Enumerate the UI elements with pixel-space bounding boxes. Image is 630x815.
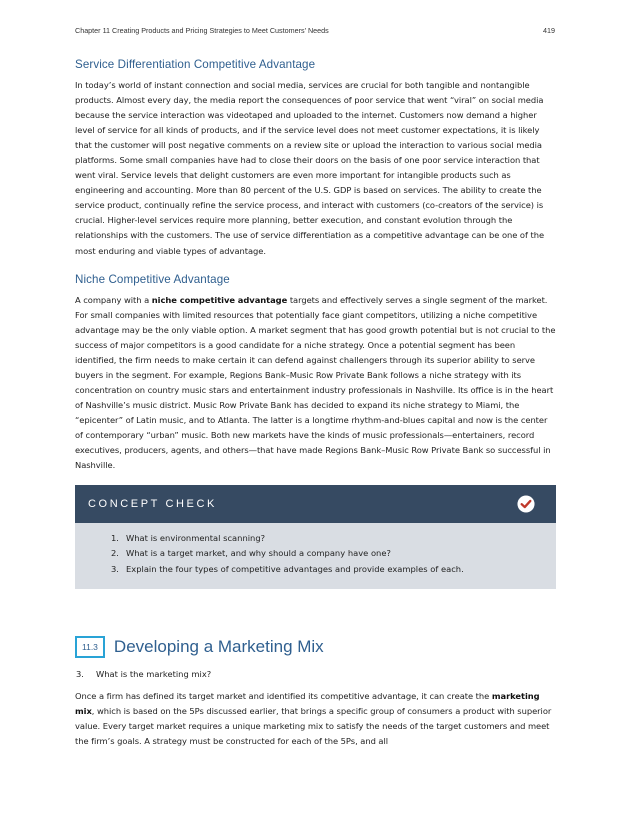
concept-check-list xyxy=(75,523,556,589)
concept-check-box xyxy=(75,485,556,589)
service-section-heading: Service Differentiation Competitive Advantage xyxy=(75,58,316,71)
niche-section-paragraph: A company with a niche competitive advantage targets and effectively serves a single segment of the market. For small companies with limited resources that potentially face giant competitors, utilizing a niche competitive advantage may be the only viable option. A market segment that has good growth potential but is not crucial to the success of major competitors is a good candidate for a niche strategy. Once a potential segment has been identified, the firm needs to make certain it can defend against challengers through its superior ability to serve buyers in the segment. For example, Regions Bank–Music Row Private Bank follows a niche strategy with its concentration on country music stars and entertainment industry professionals in Nashville. Its office is in the heart of Nashville’s music district. Music Row Private Bank has decided to expand its niche strategy to Miami, the “epicenter” of Latin music, and to Atlanta. The latter is a longtime rhythm-and-blues capital and now is the center of contemporary “urban” music. Both new markets have the kinds of music professionals—entertainers, record executives, producers, agents, and others—that have made Regions Bank–Music Row Private Bank so successful in Nashville. xyxy=(75,294,556,471)
learning-objective: 3. What is the marketing mix? xyxy=(76,668,212,679)
service-section-paragraph: In today’s world of instant connection and social media, services are crucial for both tangible and nontangible products. Almost every day, the media report the consequences of poor service that went “viral” on social media because the service interaction was videotaped and uploaded to the internet. Customers now demand a higher level of service for all kinds of products, and if the service level does not meet customer expectations, it is likely that the customer will post negative comments on a review site or upload the interaction to various social media platforms. Some small companies have had to close their doors on the basis of one poor service interaction that went viral. Service levels that delight customers are even more important for intangible products such as engineering and accounting. More than 80 percent of the U.S. GDP is based on services. The ability to create the service product, continually refine the service process, and interact with customers (co-creators of the service) is crucial. Higher-level services require more planning, better execution, and constant evolution through the relationships with the customers. The use of service differentiation as a competitive advantage can be one of the most enduring and viable types of advantage. xyxy=(75,80,545,256)
section-number-badge: 11.3 xyxy=(75,636,105,658)
concept-check-item: 2. What is a target market, and why should a company have one? xyxy=(111,548,391,559)
concept-check-title: CONCEPT CHECK xyxy=(88,498,217,511)
chapter-title: Chapter 11 Creating Products and Pricing Strategies to Meet Customers' Needs xyxy=(75,26,329,35)
concept-check-item: 1. What is environmental scanning? xyxy=(111,533,266,544)
page-content xyxy=(75,58,556,749)
section-11-3-heading xyxy=(75,635,556,659)
niche-term: niche competitive advantage xyxy=(151,294,288,305)
page-number: 419 xyxy=(543,26,555,35)
marketing-mix-paragraph: Once a firm has defined its target market and identified its competitive advantage, it can create the marketing mix, which is based on the 5Ps discussed earlier, that brings a specific group of consumers a product with superior value. Every target market requires a unique marketing mix to satisfy the needs of the target customers and meet the firm’s goals. A strategy must be constructed for each of the 5Ps, and all xyxy=(75,690,552,746)
marketing-mix-term: marketing mix xyxy=(75,690,540,716)
concept-check-item: 3. Explain the four types of competitive advantages and provide examples of each. xyxy=(111,563,464,574)
concept-check-header xyxy=(75,485,556,523)
section-title: Developing a Marketing Mix xyxy=(113,636,324,656)
running-head xyxy=(75,26,555,35)
niche-section-heading: Niche Competitive Advantage xyxy=(75,272,230,286)
check-circle-icon xyxy=(517,495,535,513)
